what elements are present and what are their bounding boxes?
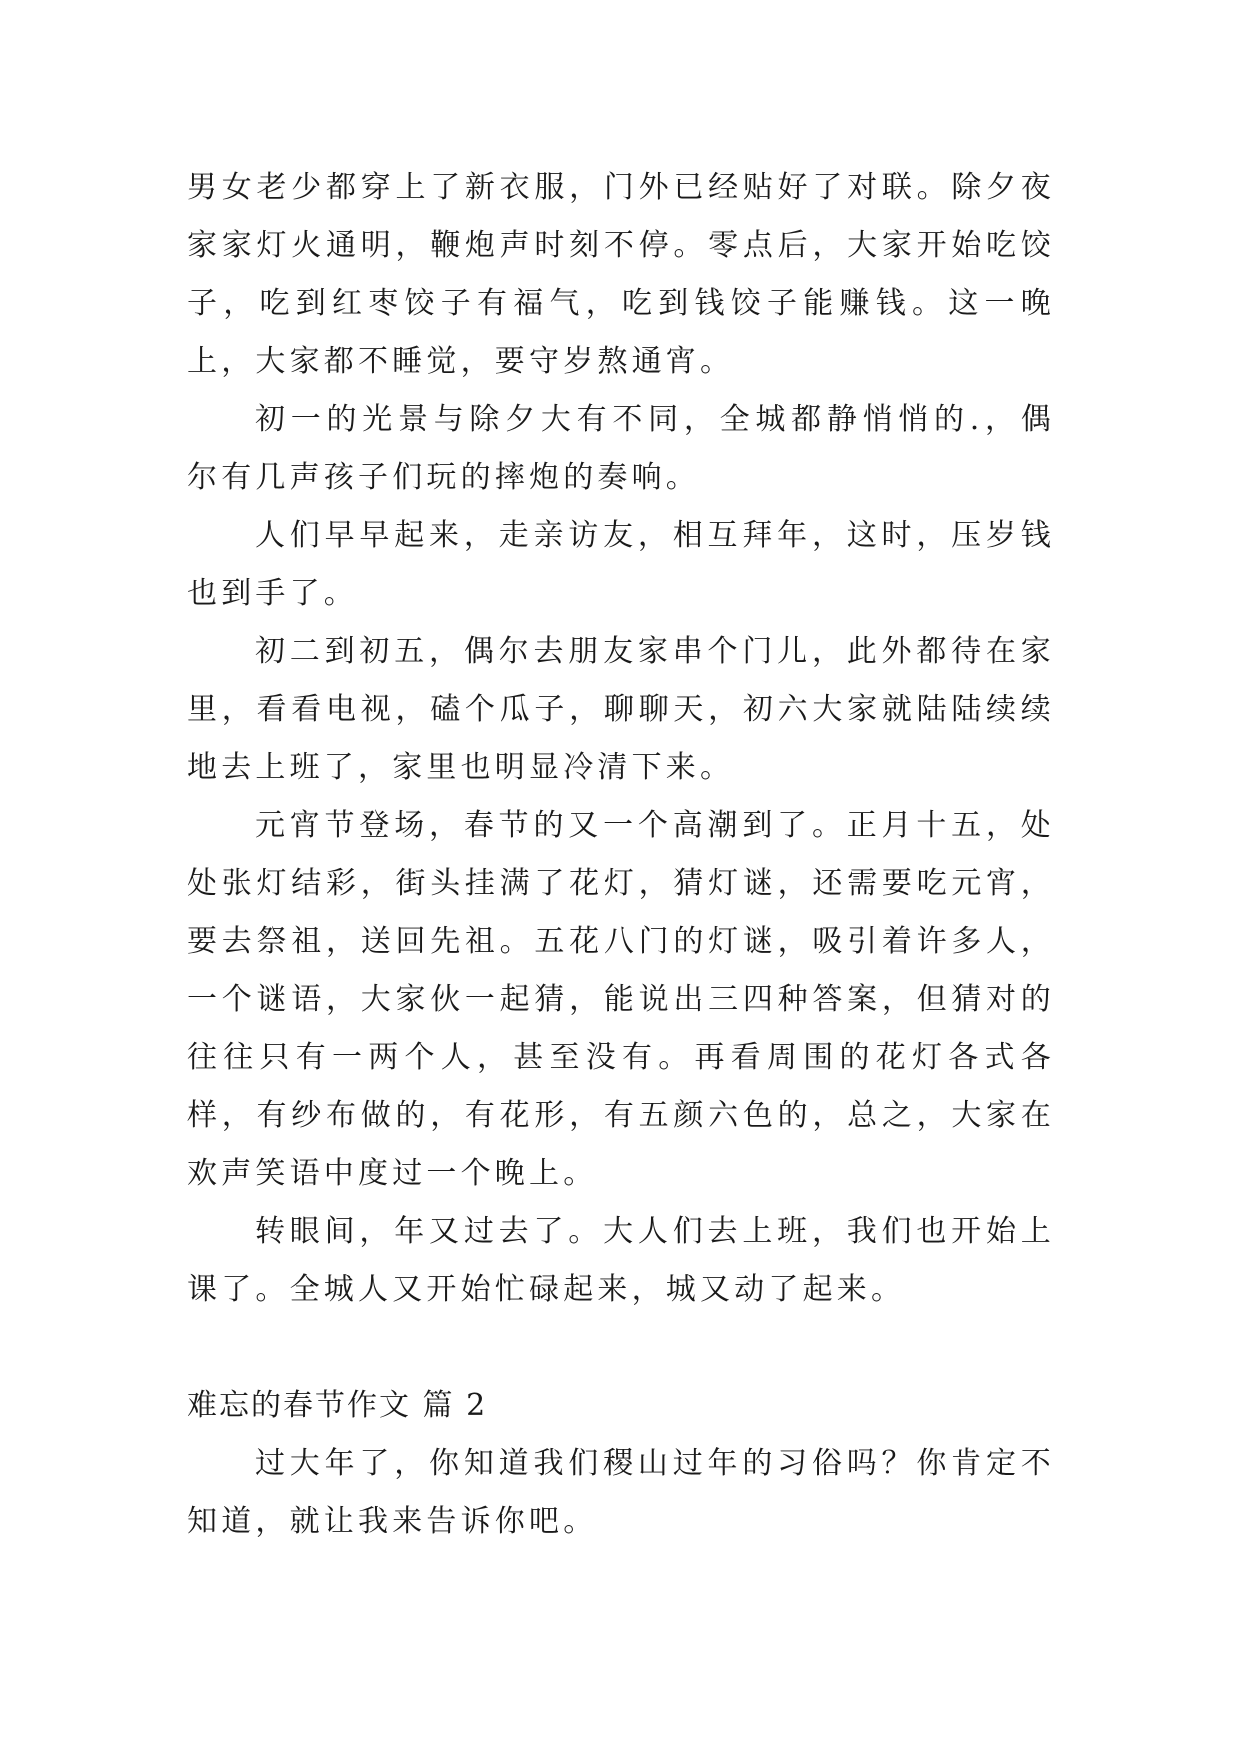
paragraph-1: 男女老少都穿上了新衣服，门外已经贴好了对联。除夕夜家家灯火通明，鞭炮声时刻不停。零点后，大家开始吃饺子，吃到红枣饺子有福气，吃到钱饺子能赚钱。这一晚上，大家都不睡觉，要守岁熬通宵。 <box>187 170 1055 379</box>
section-heading: 难忘的春节作文 篇 2 <box>187 1388 488 1423</box>
paragraph-2: 初一的光景与除夕大有不同，全城都静悄悄的.，偶尔有几声孩子们玩的摔炮的奏响。 <box>187 402 1055 495</box>
section-spacer <box>187 1319 1055 1377</box>
paragraph-6: 转眼间，年又过去了。大人们去上班，我们也开始上课了。全城人又开始忙碌起来，城又动了起来。 <box>187 1214 1055 1307</box>
paragraph-7: 过大年了，你知道我们稷山过年的习俗吗？你肯定不知道，就让我来告诉你吧。 <box>187 1446 1055 1539</box>
paragraph-4: 初二到初五，偶尔去朋友家串个门儿，此外都待在家里，看看电视，磕个瓜子，聊聊天，初六大家就陆陆续续地去上班了，家里也明显冷清下来。 <box>187 634 1055 785</box>
paragraph-5: 元宵节登场，春节的又一个高潮到了。正月十五，处处张灯结彩，街头挂满了花灯，猜灯谜，还需要吃元宵，要去祭祖，送回先祖。五花八门的灯谜，吸引着许多人，一个谜语，大家伙一起猜，能说出三四种答案，但猜对的往往只有一两个人，甚至没有。再看周围的花灯各式各样，有纱布做的，有花形，有五颜六色的，总之，大家在欢声笑语中度过一个晚上。 <box>187 808 1055 1191</box>
document-body <box>187 159 1055 1551</box>
paragraph-3: 人们早早起来，走亲访友，相互拜年，这时，压岁钱也到手了。 <box>187 518 1055 611</box>
